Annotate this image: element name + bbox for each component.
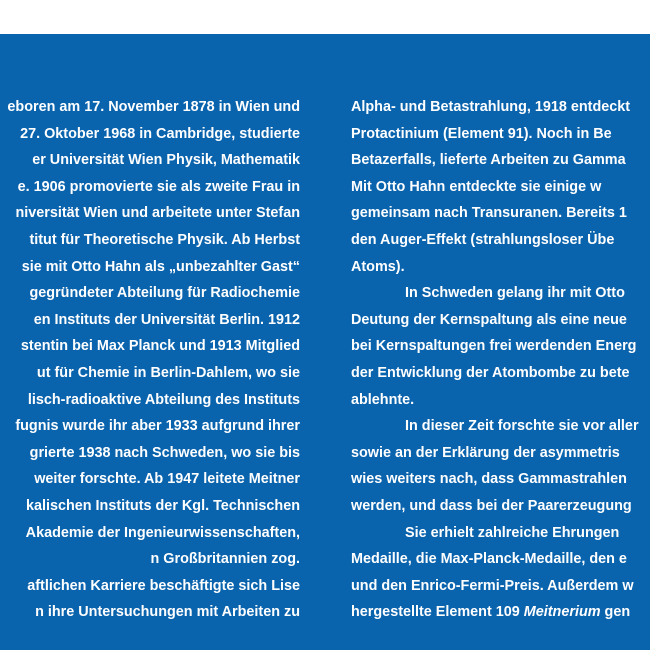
text-line: sie mit Otto Hahn als „unbezahlter Gast“: [21, 259, 300, 275]
top-white-bar: [0, 0, 650, 34]
text-segment: gen: [600, 604, 631, 620]
text-line: lisch-radioaktive Abteilung des Instituts: [27, 392, 300, 408]
text-line: Medaille, die Max-Planck-Medaille, den e: [351, 551, 627, 567]
text-line: niversität Wien und arbeitete unter Stefan: [15, 205, 300, 221]
text-line: werden, und dass bei der Paarerzeugung: [351, 498, 632, 514]
text-line: gegründeter Abteilung für Radiochemie: [29, 285, 300, 301]
text-line: sowie an der Erklärung der asymmetris: [351, 445, 620, 461]
text-line: Mit Otto Hahn entdeckte sie einige w: [351, 179, 602, 195]
text-line: und den Enrico-Fermi-Preis. Außerdem w: [351, 578, 634, 594]
text-line: der Entwicklung der Atombombe zu bete: [351, 365, 630, 381]
text-segment: hergestellte Element 109: [351, 604, 524, 620]
text-line: Atoms).: [351, 259, 405, 275]
right-text-column: [351, 94, 650, 650]
text-line: den Auger-Effekt (strahlungsloser Übe: [351, 232, 615, 248]
left-text-column: [0, 94, 300, 650]
text-line: ut für Chemie in Berlin-Dahlem, wo sie: [36, 365, 300, 381]
text-line: en Instituts der Universität Berlin. 1912: [33, 312, 300, 328]
text-line: titut für Theoretische Physik. Ab Herbst: [29, 232, 300, 248]
text-line: In dieser Zeit forschte sie vor aller: [405, 418, 639, 434]
text-line: In Schweden gelang ihr mit Otto: [405, 285, 625, 301]
text-line: stentin bei Max Planck und 1913 Mitglied: [20, 338, 300, 354]
text-line: Betazerfalls, lieferte Arbeiten zu Gamma: [351, 152, 626, 168]
text-line: er Universität Wien Physik, Mathematik: [32, 152, 300, 168]
text-line: Deutung der Kernspaltung als eine neue: [351, 312, 627, 328]
text-line: bei Kernspaltungen frei werdenden Energ: [351, 338, 637, 354]
text-line: Akademie der Ingenieurwissenschaften,: [25, 525, 300, 541]
text-line: weiter forschte. Ab 1947 leitete Meitner: [34, 471, 300, 487]
text-line: n Großbritannien zog.: [150, 551, 300, 567]
text-line: [351, 599, 630, 625]
text-line: 27. Oktober 1968 in Cambridge, studierte: [20, 126, 300, 142]
text-line: ablehnte.: [351, 392, 415, 408]
text-line: wies weiters nach, dass Gammastrahlen: [351, 471, 627, 487]
element-name-italic: Meitnerium: [523, 604, 601, 620]
text-line: n ihre Untersuchungen mit Arbeiten zu: [35, 604, 300, 620]
text-line: fugnis wurde ihr aber 1933 aufgrund ihrer: [15, 418, 300, 434]
text-line: gemeinsam nach Transuranen. Bereits 1: [351, 205, 627, 221]
text-line: aftlichen Karriere beschäftigte sich Lise: [27, 578, 300, 594]
text-line: kalischen Instituts der Kgl. Technischen: [25, 498, 300, 514]
text-line: grierte 1938 nach Schweden, wo sie bis: [29, 445, 300, 461]
text-line: Alpha- und Betastrahlung, 1918 entdeckt: [351, 99, 631, 115]
text-line: e. 1906 promovierte sie als zweite Frau in: [17, 179, 300, 195]
text-line: Protactinium (Element 91). Noch in Be: [351, 126, 612, 142]
text-line: eboren am 17. November 1878 in Wien und: [7, 99, 300, 115]
text-line: Sie erhielt zahlreiche Ehrungen: [405, 525, 620, 541]
